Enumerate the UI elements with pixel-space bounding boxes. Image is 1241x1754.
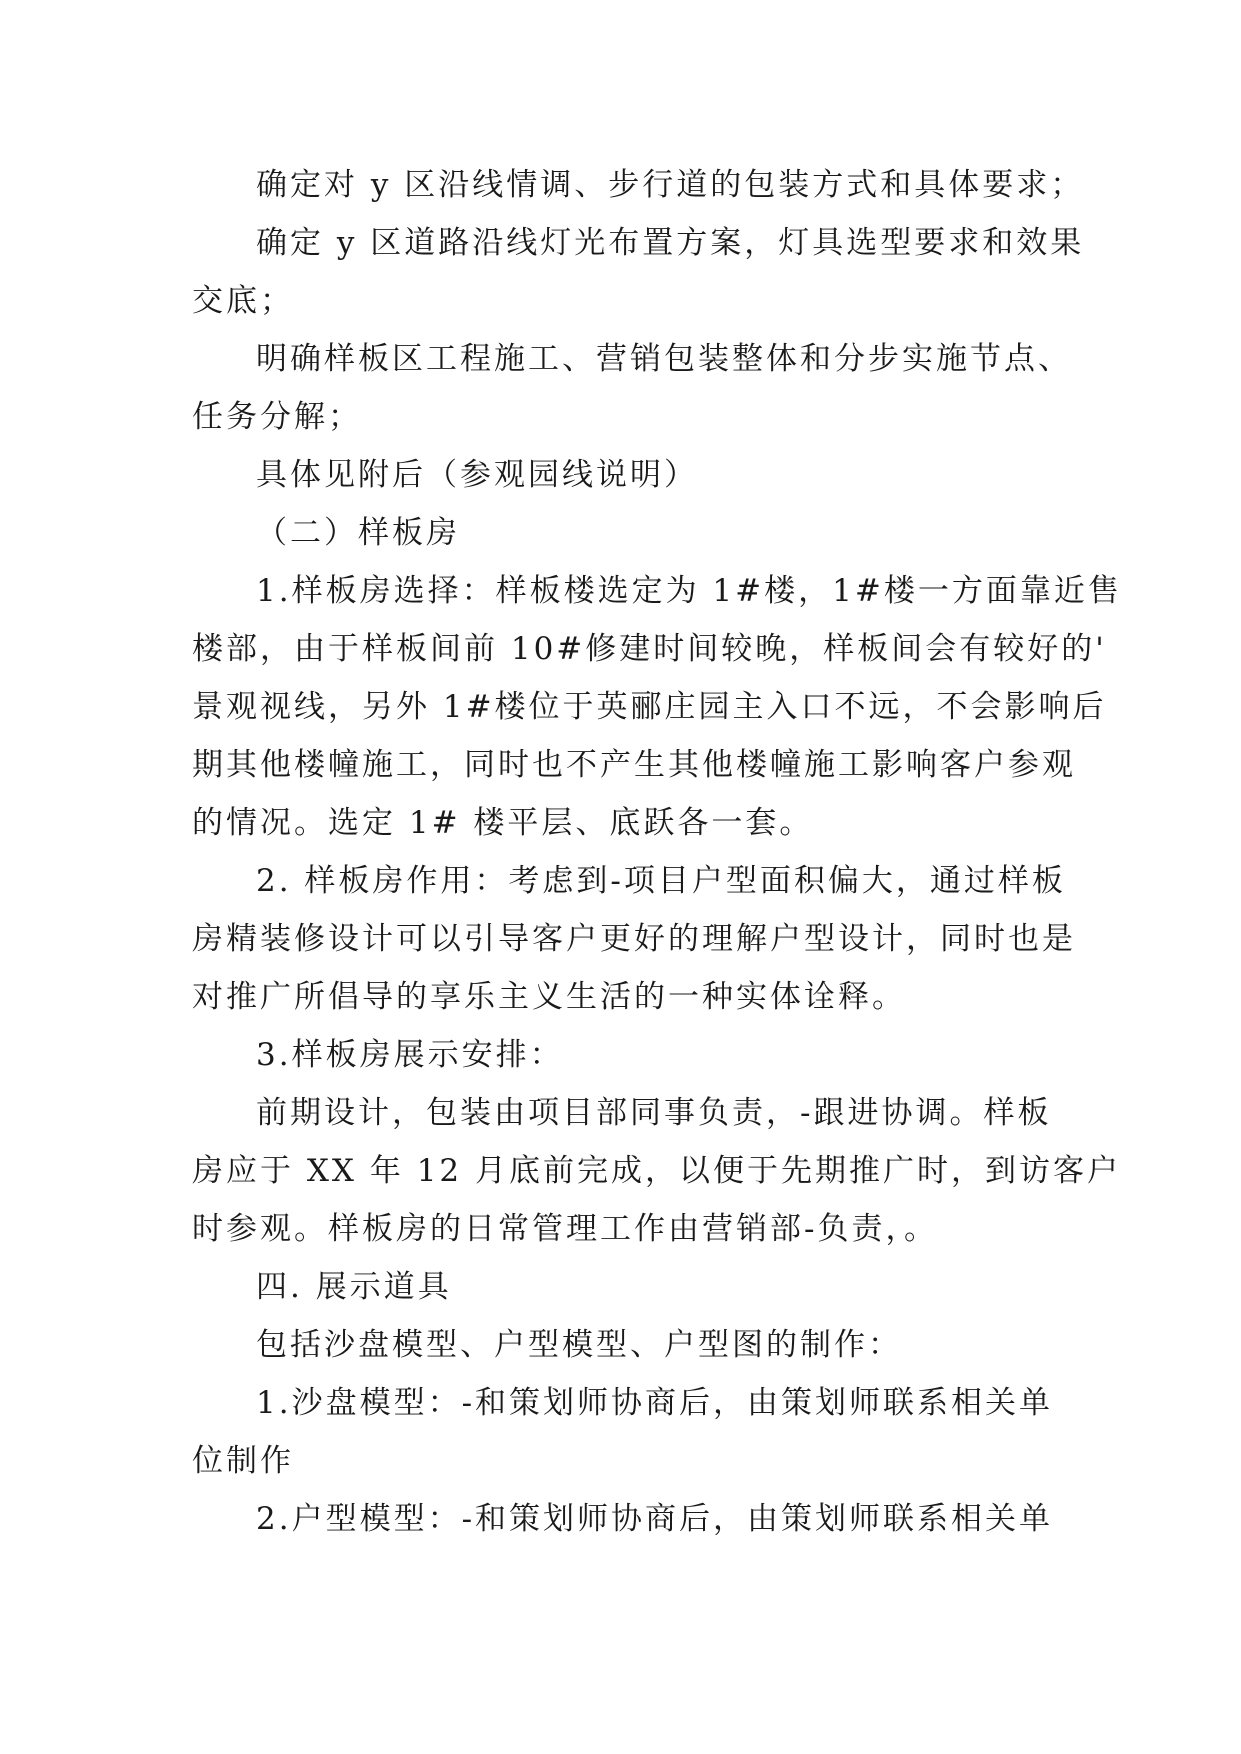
paragraph-line: 时参观。样板房的日常管理工作由营销部-负责，。 [192,1211,938,1247]
paragraph-line: 1.沙盘模型：-和策划师协商后，由策划师联系相关单 [256,1385,1054,1421]
paragraph-line: 1.样板房选择：样板楼选定为 1#楼，1#楼一方面靠近售 [256,573,1122,609]
paragraph-line: 房应于 XX 年 12 月底前完成，以便于先期推广时，到访客户 [192,1153,1121,1189]
paragraph-line: 前期设计，包装由项目部同事负责，-跟进协调。样板 [256,1095,1052,1131]
paragraph-line: 期其他楼幢施工，同时也不产生其他楼幢施工影响客户参观 [192,747,1076,783]
paragraph-line: 交底； [192,283,294,319]
paragraph-line: 具体见附后（参观园线说明） [256,457,698,493]
paragraph-line: 包括沙盘模型、户型模型、户型图的制作： [256,1327,902,1363]
section-heading: 四. 展示道具 [256,1269,452,1305]
paragraph-line: 3.样板房展示安排： [256,1037,564,1073]
paragraph-line: 明确样板区工程施工、营销包装整体和分步实施节点、 [256,341,1072,377]
paragraph-line: 确定 y 区道路沿线灯光布置方案，灯具选型要求和效果 [256,225,1085,261]
paragraph-line: 2. 样板房作用：考虑到-项目户型面积偏大，通过样板 [256,863,1066,899]
paragraph-line: 楼部，由于样板间前 10#修建时间较晚，样板间会有较好的' [192,631,1107,667]
paragraph-line: 房精装修设计可以引导客户更好的理解户型设计，同时也是 [192,921,1076,957]
paragraph-line: 景观视线，另外 1#楼位于英郦庄园主入口不远，不会影响后 [192,689,1107,725]
paragraph-line: 确定对 y 区沿线情调、步行道的包装方式和具体要求； [256,167,1085,203]
paragraph-line: 对推广所倡导的享乐主义生活的一种实体诠释。 [192,979,906,1015]
paragraph-line: 位制作 [192,1443,294,1479]
document-body [192,156,1122,1548]
paragraph-line: 2.户型模型：-和策划师协商后，由策划师联系相关单 [256,1501,1054,1537]
paragraph-line: 任务分解； [192,399,362,435]
paragraph-line: 的情况。选定 1# 楼平层、底跃各一套。 [192,805,814,841]
section-heading: （二）样板房 [256,515,460,551]
